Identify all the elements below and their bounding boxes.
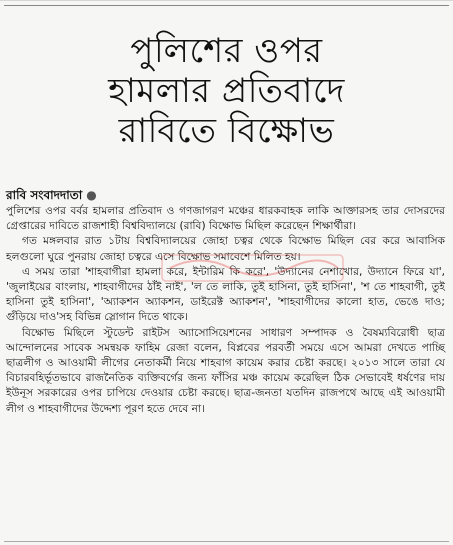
paragraph-1: পুলিশের ওপর বর্বর হামলার প্রতিবাদ ও গণজাগরণ মঞ্চের ধারকবাহক লাকি আক্তারসহ তার দোসরদের গ্রেপ্তারের দাবিতে রাজশাহী বিশ্ববিদ্যালয়ে (রাবি) বিক্ষোভ মিছিল করেছেন শিক্ষার্থীরা।: [6, 205, 445, 233]
paragraph-4: বিক্ষোভ মিছিলে স্টুডেন্ট রাইটস অ্যাসোসিয়েশনের সাধারণ সম্পাদক ও বৈষম্যবিরোধী ছাত্র আন্দোলনের সাবেক সমন্বয়ক ফাহিম রেজা বলেন, বিপ্লবের পরবর্তী সময়ে এসে আমরা দেখতে পাচ্ছি ছাত্রলীগ ও আওয়ামী লীগের নেতাকর্মী নিয়ে শাহবাগ কায়েম করার চেষ্টা করছে। ২০১৩ সালে তারা যে বিচারবহির্ভূতভাবে রাজনৈতিক ব্যক্তিবর্গের জন্য ফাঁসির মঞ্চ কায়েম করেছিল ঠিক সেভাবেই ধর্ষণের দায় ইউনূস সরকারের ওপর চাপিয়ে দেওয়ার চেষ্টা করছে। ছাত্র-জনতা যতদিন রাজপথে আছে এই আওয়ামী লীগ ও শাহবাগীদের উদ্দেশ্য পূরণ হতে দেবে না।: [6, 326, 445, 415]
byline-text: রাবি সংবাদদাতা: [6, 188, 83, 202]
headline: [0, 31, 453, 151]
paragraph-3: এ সময় তারা 'শাহবাগীরা হামলা করে, ইন্টারিম কি করে', 'উদ্যানের নেশাখোর, উদ্যানে ফিরে যা', 'জুলাইয়ের বাংলায়, শাহবাগীদের ঠাঁই নাই', 'ল তে লাকি, তুই হাসিনা, তুই হাসিনা', 'শ তে শাহবাগী, তুই হাসিনা তুই হাসিনা', 'অ্যাকশন অ্যাকশন, ডাইরেক্ট অ্যাকশন', 'শাহবাগীদের কালো হাত, ভেঙে দাও; গুঁড়িয়ে দাও'সহ বিভিন্ন স্লোগান দিতে থাকে।: [6, 265, 445, 324]
headline-line-1: পুলিশের ওপর: [130, 31, 323, 71]
bottom-divider: [4, 541, 449, 542]
paragraph-2: গত মঙ্গলবার রাত ১টায় বিশ্ববিদ্যালয়ের জোহা চত্বর থেকে বিক্ষোভ মিছিল বের করে আবাসিক হলগুলো ঘুরে পুনরায় জোহা চত্বরে এসে বিক্ষোভ সমাবেশে মিলিত হয়।: [6, 235, 445, 263]
article-body: [6, 204, 445, 417]
headline-line-2: হামলার প্রতিবাদে: [108, 71, 345, 111]
bullet-icon: ●: [86, 188, 97, 202]
headline-line-3: রাবিতে বিক্ষোভ: [118, 111, 335, 151]
top-divider: [4, 5, 449, 6]
